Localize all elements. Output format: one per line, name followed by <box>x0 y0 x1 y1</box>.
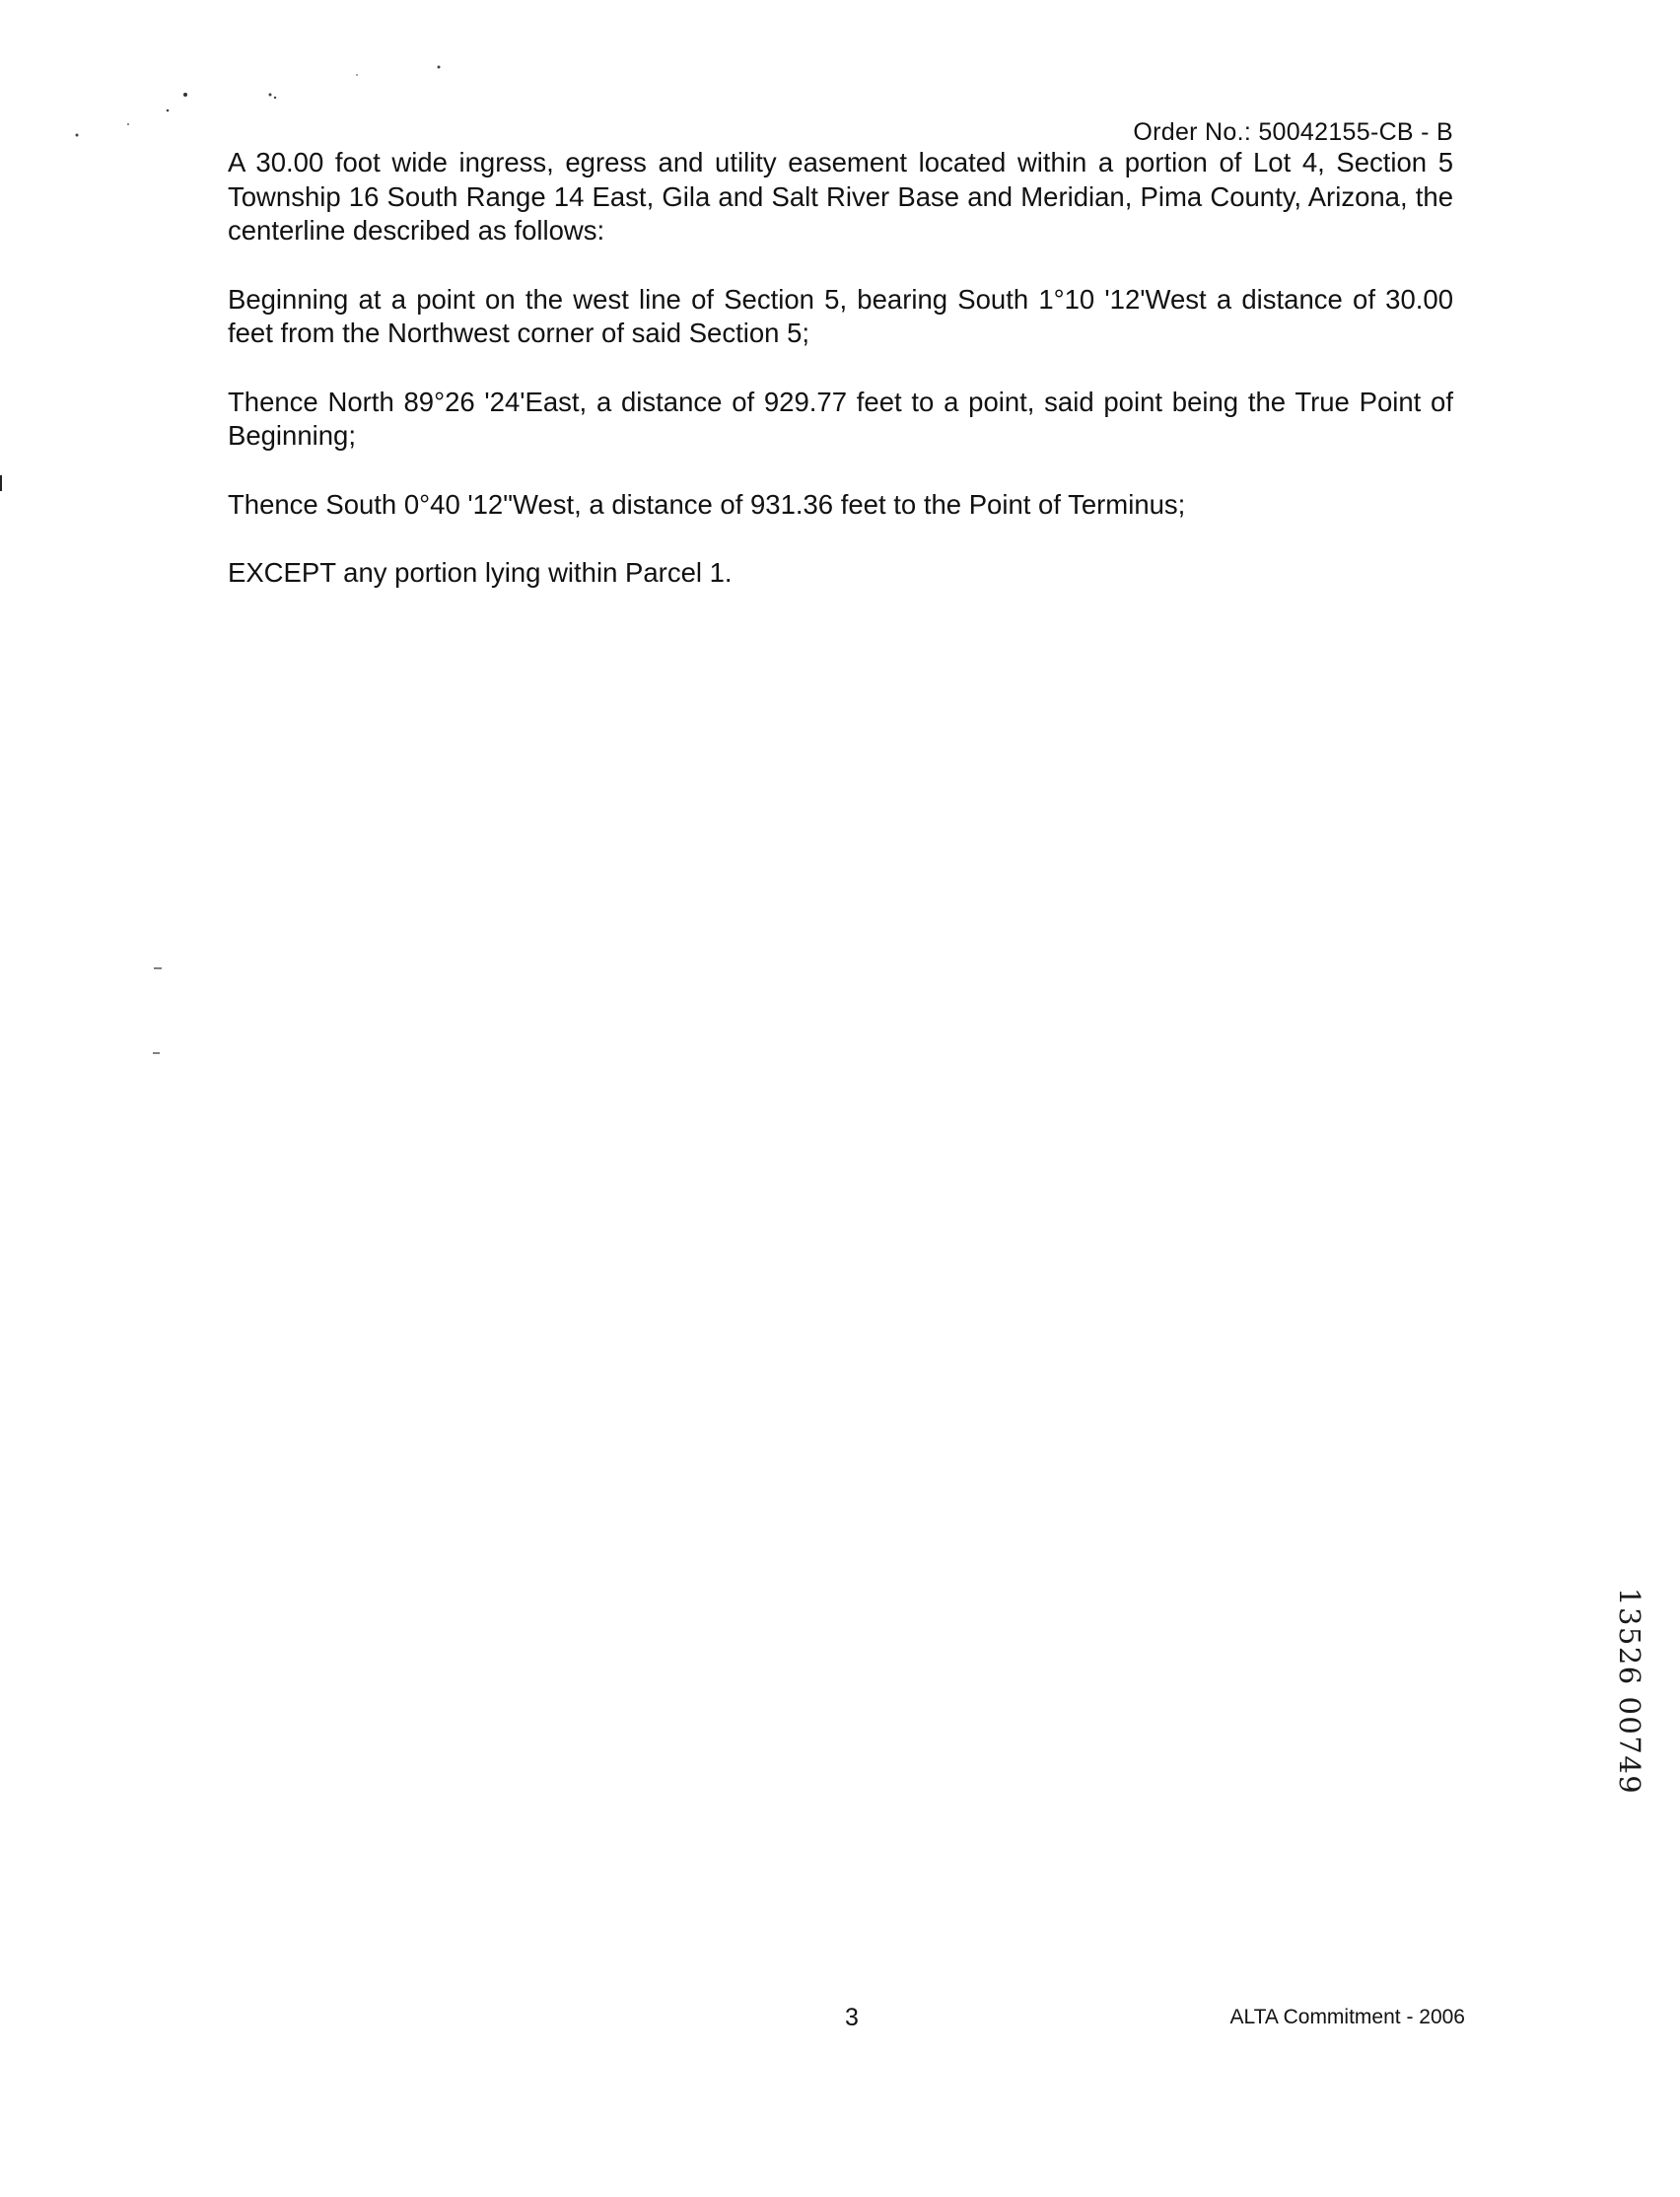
beginning-paragraph: Beginning at a point on the west line of Section 5, bearing South 1°10 '12'West a distance of 30.00 feet from the Northwest corner of said Section 5; <box>228 283 1453 348</box>
legal-description <box>228 146 1453 625</box>
except-paragraph: EXCEPT any portion lying within Parcel 1. <box>228 557 733 588</box>
recording-stamp <box>1613 1588 1646 1864</box>
thence-north-paragraph: Thence North 89°26 '24'East, a distance of 929.77 feet to a point, said point being the True Point of Beginning; <box>228 386 1453 451</box>
page-number: 3 <box>845 2004 859 2031</box>
easement-paragraph: A 30.00 foot wide ingress, egress and utility easement located within a portion of Lot 4, Section 5 Township 16 South Range 14 East, Gila and Salt River Base and Meridian, Pima County, Arizona, the centerline described as follows: <box>228 147 1453 246</box>
scan-edge-mark <box>0 475 2 491</box>
order-number: Order No.: 50042155-CB - B <box>1133 118 1453 146</box>
recording-stamp-text: 13526 00749 <box>1613 1588 1646 1796</box>
form-name: ALTA Commitment - 2006 <box>1229 2006 1465 2028</box>
thence-south-paragraph: Thence South 0°40 '12"West, a distance of 931.36 feet to the Point of Terminus; <box>228 488 1186 520</box>
